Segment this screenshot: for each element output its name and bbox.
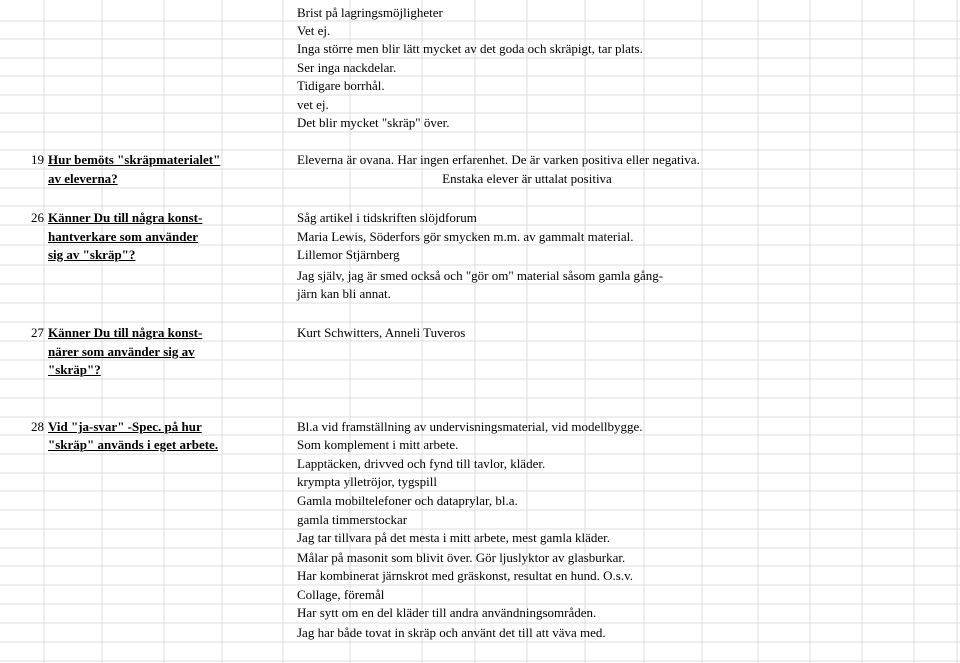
question-text: Vid "ja-svar" -Spec. på hur (48, 419, 202, 434)
question-number: 28 (31, 419, 44, 434)
answer-cell: Tidigare borrhål. (297, 78, 385, 93)
answer-cell: Vet ej. (297, 23, 331, 38)
answer-cell: Lapptäcken, drivved och fynd till tavlor, kläder. (297, 456, 546, 471)
answer-cell: Collage, föremål (297, 587, 385, 602)
question-text: närer som använder sig av (48, 344, 195, 359)
answer-cell: Gamla mobiltelefoner och dataprylar, bl.a. (297, 493, 518, 508)
question-text: Hur bemöts "skräpmaterialet" (48, 152, 221, 167)
question-text: "skräp"? (48, 362, 101, 377)
answer-cell: krympta ylletröjor, tygspill (297, 474, 437, 489)
answer-cell: Enstaka elever är uttalat positiva (442, 171, 612, 186)
answer-cell: Eleverna är ovana. Har ingen erfarenhet. De är varken positiva eller negativa. (297, 152, 700, 167)
answer-cell: vet ej. (297, 97, 329, 112)
answer-cell: Jag har både tovat in skräp och använt det till att väva med. (297, 625, 606, 640)
answer-cell: Har kombinerat järnskrot med gräskonst, resultat en hund. O.s.v. (297, 568, 634, 583)
answer-cell: gamla timmerstockar (297, 512, 408, 527)
answer-cell: järn kan bli annat. (297, 286, 391, 301)
answer-cell: Målar på masonit som blivit över. Gör ljuslyktor av glasburkar. (297, 550, 626, 565)
answer-cell: Inga större men blir lätt mycket av det goda och skräpigt, tar plats. (297, 41, 643, 56)
answer-cell: Som komplement i mitt arbete. (297, 437, 459, 452)
answer-cell: Lillemor Stjärnberg (297, 247, 400, 262)
answer-cell: Jag tar tillvara på det mesta i mitt arbete, mest gamla kläder. (297, 530, 610, 545)
question-text: hantverkare som använder (48, 229, 198, 244)
question-text: "skräp" används i eget arbete. (48, 437, 219, 452)
answer-cell: Bl.a vid framställning av undervisningsmaterial, vid modellbygge. (297, 419, 643, 434)
answer-cell: Kurt Schwitters, Anneli Tuveros (297, 325, 466, 340)
answer-cell: Jag själv, jag är smed också och "gör om" material såsom gamla gång- (297, 268, 664, 283)
question-number: 26 (31, 210, 44, 225)
question-text: av eleverna? (48, 171, 118, 186)
answer-cell: Såg artikel i tidskriften slöjdforum (297, 210, 477, 225)
answer-cell: Brist på lagringsmöjligheter (297, 5, 443, 20)
answer-cell: Har sytt om en del kläder till andra användningsområden. (297, 605, 597, 620)
question-text: Känner Du till några konst- (48, 325, 203, 340)
answer-cell: Maria Lewis, Söderfors gör smycken m.m. av gammalt material. (297, 229, 634, 244)
question-text: sig av "skräp"? (48, 247, 136, 262)
answer-cell: Det blir mycket "skräp" över. (297, 115, 450, 130)
question-number: 19 (31, 152, 44, 167)
question-text: Känner Du till några konst- (48, 210, 203, 225)
answer-cell: Ser inga nackdelar. (297, 60, 397, 75)
question-number: 27 (31, 325, 44, 340)
